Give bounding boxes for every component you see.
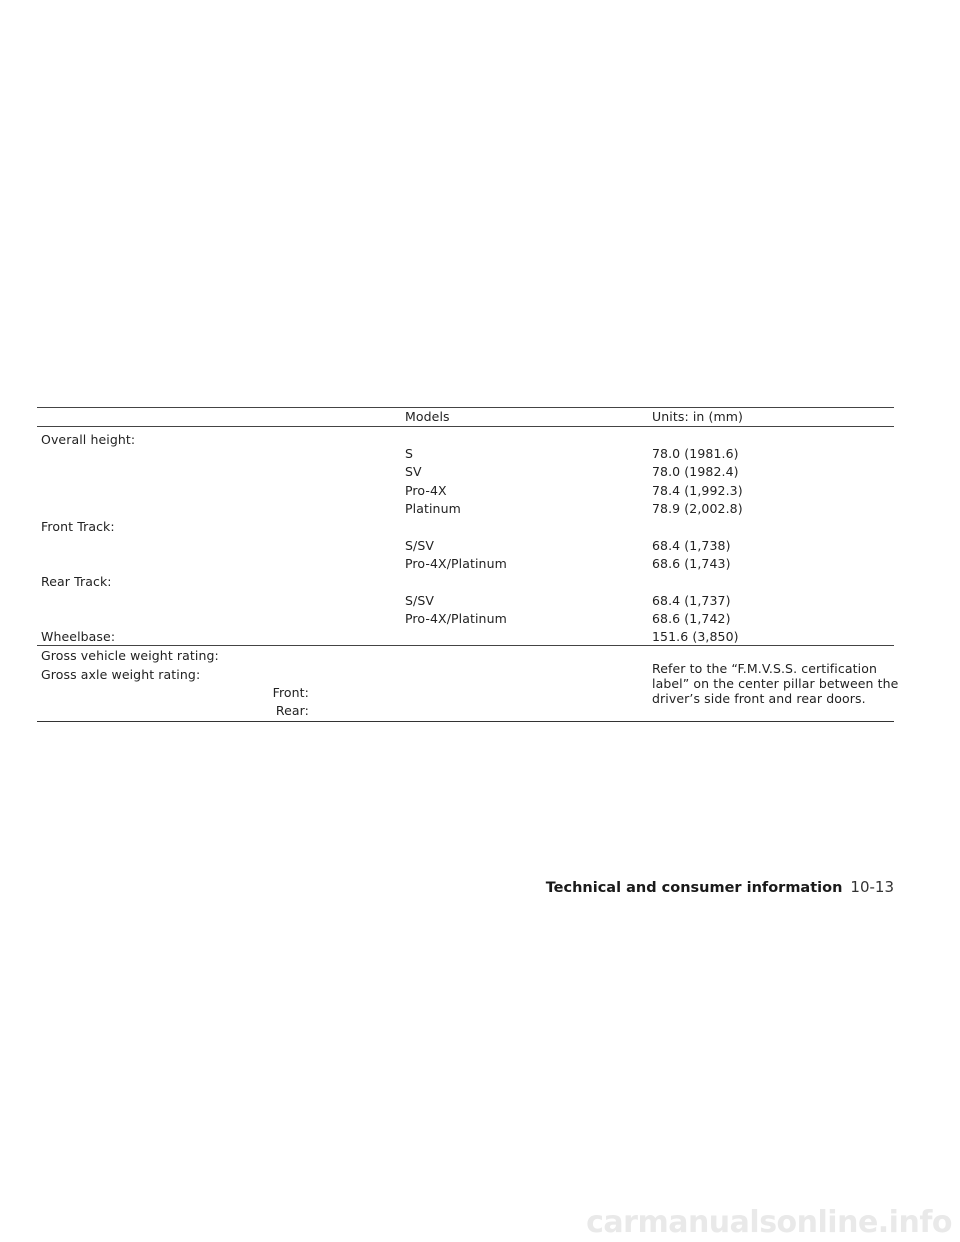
- page-number: 10-13: [850, 878, 894, 896]
- overall-height-value: 78.9 (2,002.8): [652, 501, 743, 516]
- overall-height-value: 78.0 (1981.6): [652, 446, 739, 461]
- gawr-label: Gross axle weight rating:: [41, 667, 201, 682]
- front-track-value: 68.4 (1,738): [652, 538, 731, 553]
- page-footer: [546, 878, 894, 896]
- front-track-label: Front Track:: [41, 519, 115, 534]
- header-models: Models: [405, 409, 450, 424]
- gvwr-label: Gross vehicle weight rating:: [41, 648, 219, 663]
- front-track-model: Pro-4X/Platinum: [405, 556, 507, 571]
- fmvss-note: Refer to the “F.M.V.S.S. certification label” on the center pillar between the driver’s side front and rear doors.: [652, 661, 899, 706]
- section-title: Technical and consumer information: [545, 880, 843, 896]
- overall-height-model: Platinum: [405, 501, 461, 516]
- gawr-front-label: Front:: [272, 685, 309, 700]
- overall-height-value: 78.4 (1,992.3): [652, 483, 743, 498]
- rear-track-model: S/SV: [405, 593, 435, 608]
- rear-track-label: Rear Track:: [41, 574, 112, 589]
- overall-height-model: S: [405, 446, 414, 461]
- rear-track-model: Pro-4X/Platinum: [405, 611, 507, 626]
- watermark-text: carmanualsonline.info: [586, 1205, 952, 1240]
- table-top-rule: [37, 407, 894, 408]
- header-units: Units: in (mm): [652, 409, 744, 424]
- table-bottom-rule: [37, 721, 894, 722]
- wheelbase-label: Wheelbase:: [41, 629, 116, 644]
- front-track-value: 68.6 (1,743): [652, 556, 731, 571]
- overall-height-label: Overall height:: [41, 432, 136, 447]
- wheelbase-value: 151.6 (3,850): [652, 629, 739, 644]
- wheelbase-rule: [37, 645, 894, 646]
- rear-track-value: 68.4 (1,737): [652, 593, 731, 608]
- header-rule: [37, 426, 894, 427]
- front-track-model: S/SV: [405, 538, 435, 553]
- rear-track-value: 68.6 (1,742): [652, 611, 731, 626]
- gawr-rear-label: Rear:: [275, 703, 309, 718]
- overall-height-model: Pro-4X: [405, 483, 447, 498]
- overall-height-model: SV: [405, 464, 422, 479]
- overall-height-value: 78.0 (1982.4): [652, 464, 739, 479]
